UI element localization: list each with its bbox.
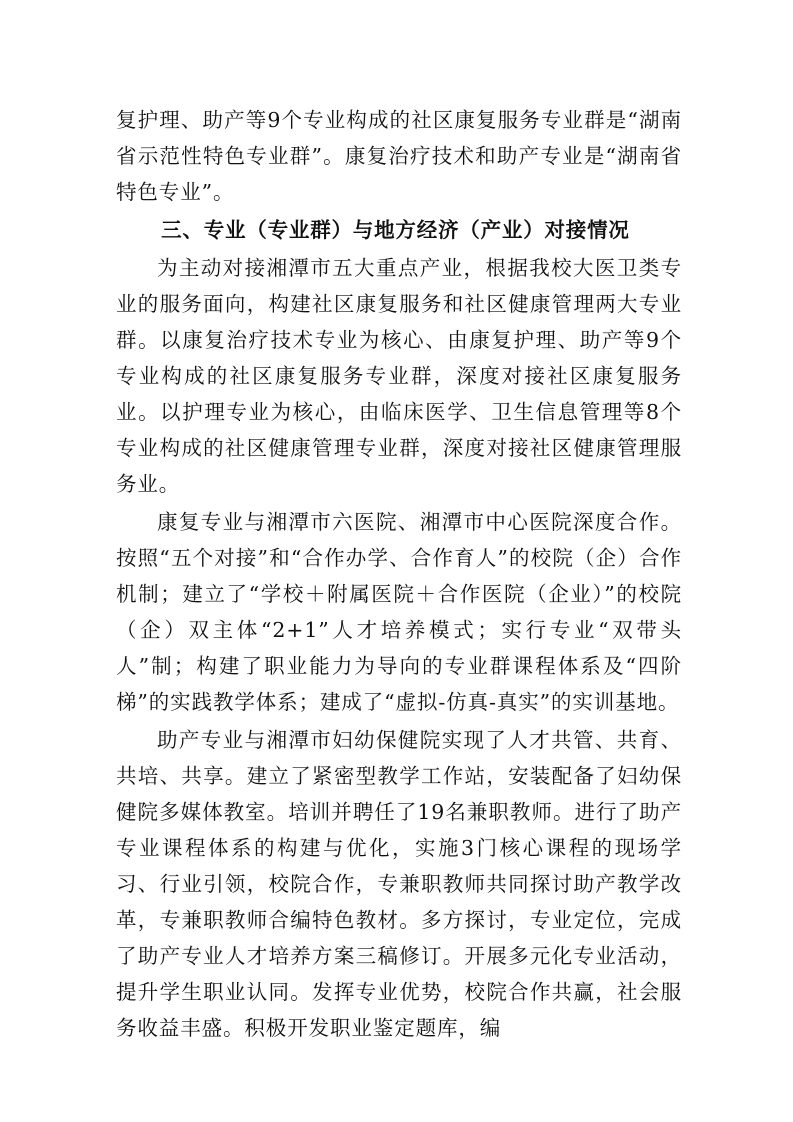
section-heading: 三、专业（专业群）与地方经济（产业）对接情况 [161, 218, 630, 242]
paragraph-continuation: 复护理、助产等9个专业构成的社区康复服务专业群是“湖南省示范性特色专业群”。康复治疗技术和助产专业是“湖南省特色专业”。 [116, 108, 682, 204]
paragraph-industry-alignment: 为主动对接湘潭市五大重点产业，根据我校大医卫类专业的服务面向，构建社区康复服务和社区健康管理两大专业群。以康复治疗技术专业为核心、由康复护理、助产等9个专业构成的社区康复服务专业群，深度对接社区康复服务业。以护理专业为核心，由临床医学、卫生信息管理等8个专业构成的社区健康管理专业群，深度对接社区健康管理服务业。 [116, 256, 682, 496]
paragraph-rehab-cooperation: 康复专业与湘潭市六医院、湘潭市中心医院深度合作。按照“五个对接”和“合作办学、合作育人”的校院（企）合作机制；建立了“学校＋附属医院＋合作医院（企业）”的校院（企）双主体“2+1”人才培养模式；实行专业“双带头人”制；构建了职业能力为导向的专业群课程体系及“四阶梯”的实践教学体系；建成了“虚拟-仿真-真实”的实训基地。 [116, 510, 682, 714]
document-body [116, 102, 682, 1046]
paragraph-midwifery-cooperation: 助产专业与湘潭市妇幼保健院实现了人才共管、共育、共培、共享。建立了紧密型教学工作站，安装配备了妇幼保健院多媒体教室。培训并聘任了19名兼职教师。进行了助产专业课程体系的构建与优化，实施3门核心课程的现场学习、行业引领，校院合作，专兼职教师共同探讨助产教学改革，专兼职教师合编特色教材。多方探讨，专业定位，完成了助产专业人才培养方案三稿修订。开展多元化专业活动，提升学生职业认同。发挥专业优势，校院合作共赢，社会服务收益丰盛。积极开发职业鉴定题库，编 [116, 728, 682, 1040]
